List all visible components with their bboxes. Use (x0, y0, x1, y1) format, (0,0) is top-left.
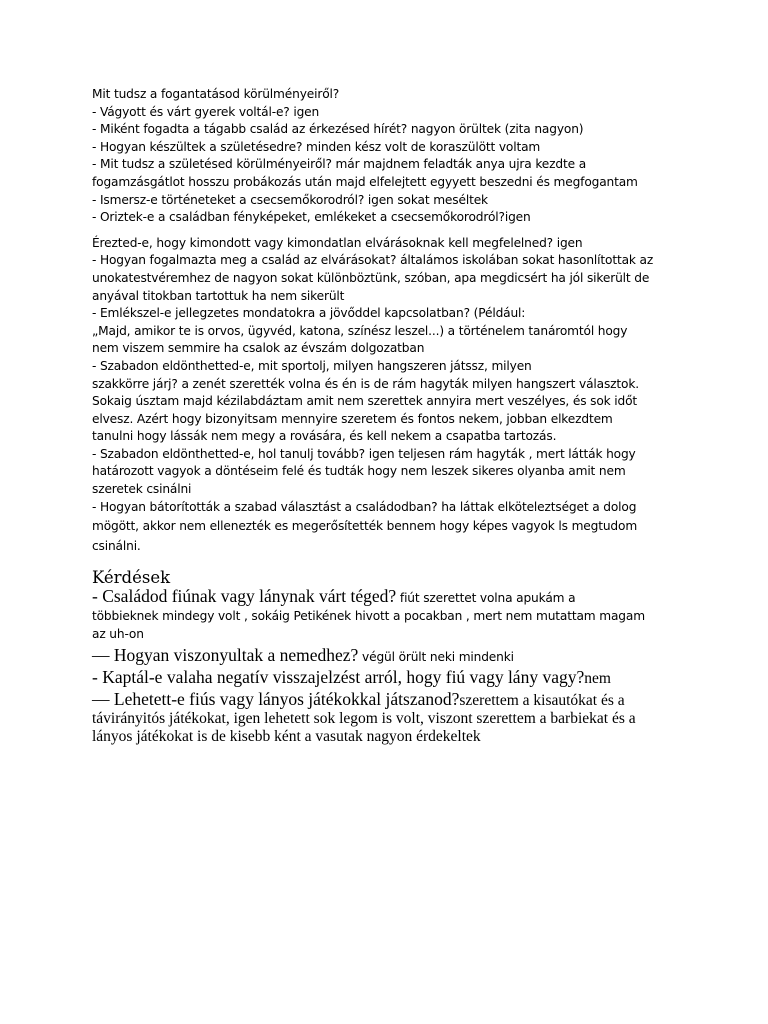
text-line: - Szabadon eldönthetted-e, mit sportolj, milyen hangszeren játssz, milyen (92, 358, 532, 373)
section-gender-questions (92, 568, 682, 746)
text-line: anyával titokban tartottuk ha nem sikerült (92, 288, 345, 303)
section-birth-questions (92, 86, 682, 227)
answer-text: nem (584, 670, 611, 688)
text-line: határozott vagyok a döntéseim felé és tudták hogy nem leszek sikeres olyanba amit nem (92, 464, 626, 479)
text-line: - Mit tudsz a születésed körülményeiről? már majdnem feladták anya ujra kezdte a (92, 157, 587, 172)
question-text: — Lehetett-e fiús vagy lányos játékokkal játszanod? (92, 689, 460, 710)
text-line: csinálni. (92, 539, 141, 554)
text-line: - Vágyott és várt gyerek voltál-e? igen (92, 104, 320, 119)
question-item (92, 587, 682, 607)
text-line: - Oriztek-e a családban fényképeket, emlékeket a csecsemőkorodról?igen (92, 210, 531, 225)
text-line: nem viszem semmire ha csalok az évszám dolgozatban (92, 341, 425, 356)
text-line: Sokaig úsztam majd kézilabdáztam amit nem szerettek annyira mert veszélyes, és sok időt (92, 394, 638, 409)
answer-text: végül örült neki mindenki (358, 650, 514, 665)
text-line: fogamzásgátlot hosszu probákozás után majd elfelejtett egyyett beszedni és megfogantam (92, 174, 638, 189)
text-line: - Miként fogadta a tágabb család az érkezésed hírét? nagyon örültek (zita nagyon) (92, 122, 584, 137)
text-line: - Emlékszel-e jellegzetes mondatokra a jövőddel kapcsolatban? (Például: (92, 306, 526, 321)
answer-line: távirányitós játékokat, igen lehetett sok legom is volt, viszont szerettem a barbiekat és a (92, 710, 636, 728)
answer-line: az uh-on (92, 627, 144, 642)
question-item (92, 646, 682, 666)
text-line: szeretek csinálni (92, 482, 192, 497)
answer-line: többieknek mindegy volt , sokáig Petikének hivott a pocakban , mert nem mutattam magam (92, 609, 645, 624)
document-page (92, 86, 682, 746)
question-item (92, 690, 682, 710)
text-line: „Majd, amikor te is orvos, ügyvéd, katona, színész leszel...) a történelem tanáromtól hogy (92, 323, 628, 338)
text-line: unokatestvéremhez de nagyon sokat különböztünk, szóban, apa megdicsért ha jól sikerült de (92, 270, 650, 285)
text-line: - Hogyan fogalmazta meg a család az elvárásokat? általámos iskolában sokat hasonlítottak az (92, 253, 654, 268)
answer-text: fiút szerettet volna apukám a (396, 591, 576, 606)
text-line: tanulni hogy lássák nem megy a rovására, és kell nekem a csapatba tartozás. (92, 429, 557, 444)
answer-text: szerettem a kisautókat és a (459, 692, 625, 710)
text-line: Mit tudsz a fogantatásod körülményeiről? (92, 87, 340, 101)
text-line: - Hogyan készültek a születésedre? minden kész volt de koraszülött voltam (92, 139, 541, 154)
section-expectations (92, 235, 682, 557)
text-line: szakkörre járj? a zenét szerették volna és én is de rám hagyták milyen hangszert választok. (92, 376, 639, 391)
text-line: - Ismersz-e történeteket a csecsemőkorodról? igen sokat meséltek (92, 192, 488, 207)
answer-line: lányos játékokat is de kisebb ként a vasutak nagyon érdekeltek (92, 728, 481, 746)
text-line: mögött, akkor nem ellenezték es megerősítették bennem hogy képes vagyok ls megtudom (92, 519, 638, 534)
question-text: - Családod fiúnak vagy lánynak várt téged? (92, 586, 397, 607)
text-line: Érezted-e, hogy kimondott vagy kimondatlan elvárásoknak kell megfelelned? igen (92, 235, 583, 250)
text-line: - Hogyan bátorították a szabad választást a családodban? ha láttak elköteleztséget a dolog (92, 499, 637, 514)
section-heading: Kérdések (92, 568, 171, 588)
question-text: — Hogyan viszonyultak a nemedhez? (92, 645, 359, 666)
text-line: elvesz. Azért hogy bizonyitsam mennyire szeretem és fontos nekem, jobban elkezdtem (92, 411, 613, 426)
text-line: - Szabadon eldönthetted-e, hol tanulj tovább? igen teljesen rám hagyták , mert látták hogy (92, 446, 636, 461)
question-text: - Kaptál-e valaha negatív visszajelzést arról, hogy fiú vagy lány vagy? (92, 667, 585, 688)
question-item (92, 668, 682, 688)
